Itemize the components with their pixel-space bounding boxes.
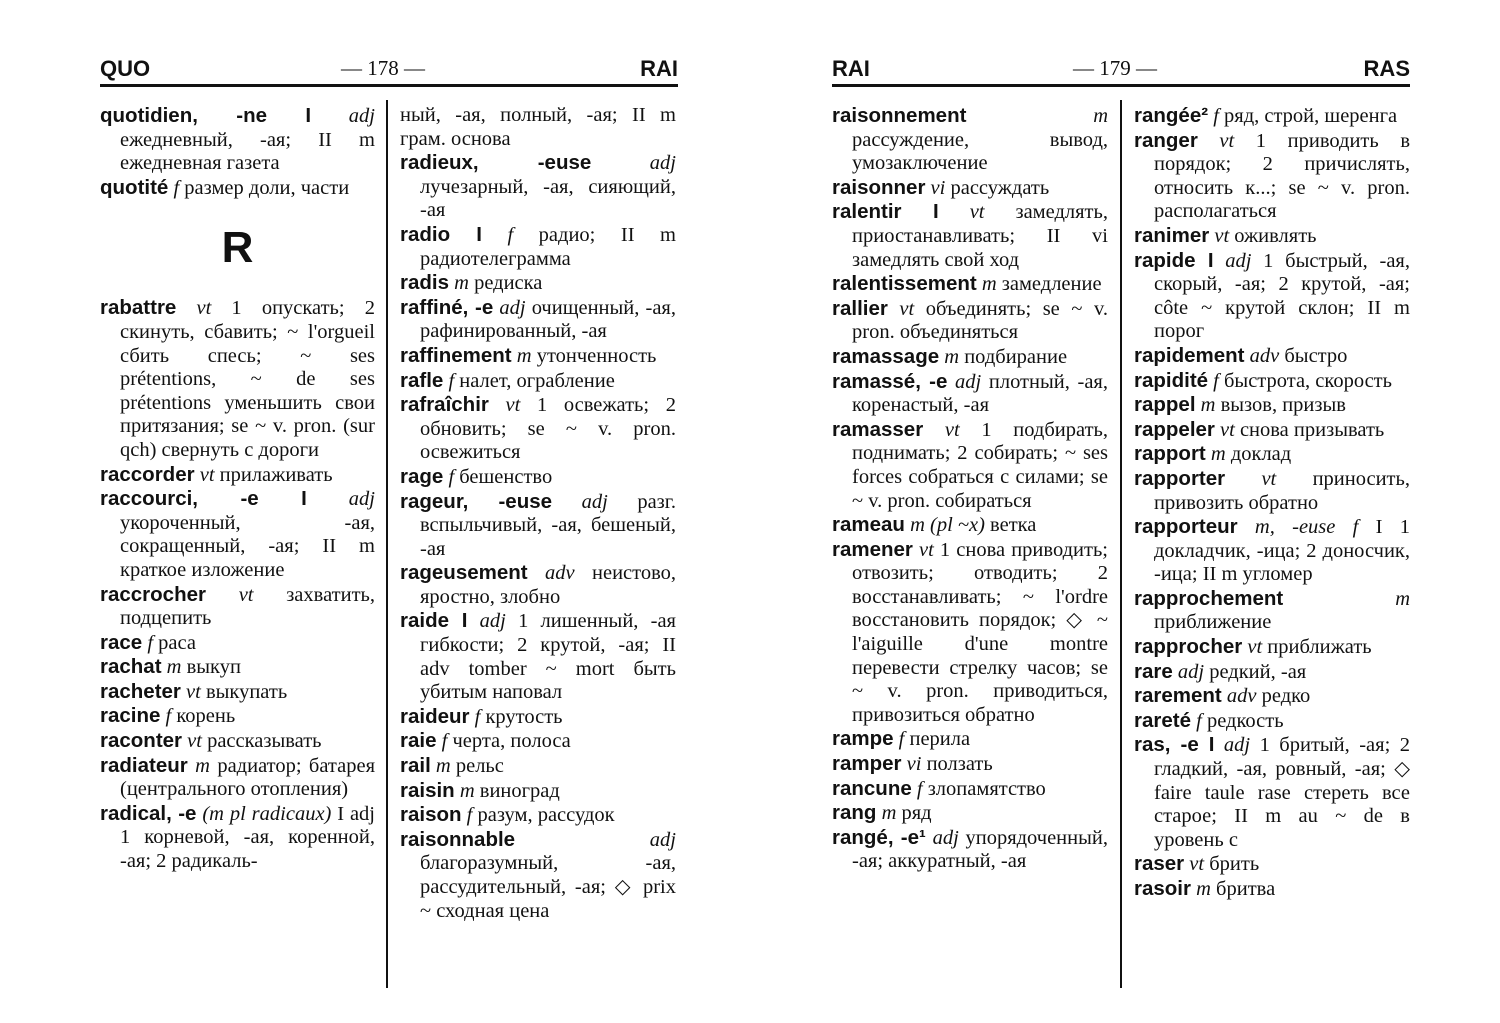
entry-definition: 1 приводить в порядок; 2 причислять, относить к...; se ~ v. pron. располагаться: [1154, 129, 1411, 223]
entry-headword: ranimer: [1134, 223, 1210, 247]
entry-headword: racine: [100, 704, 161, 728]
entry-headword: raisin: [400, 778, 455, 802]
dictionary-entry: [832, 272, 1108, 297]
dictionary-entry: [1134, 733, 1410, 852]
column-2: [400, 104, 676, 923]
dictionary-entry: [1134, 852, 1410, 877]
entry-grammar: m: [1205, 443, 1226, 466]
entry-definition: объединять; se ~ v. pron. объединяться: [852, 297, 1108, 344]
entry-headword: rafraîchir: [400, 393, 489, 417]
entry-grammar: vt: [180, 680, 201, 703]
entry-headword: raideur: [400, 704, 470, 728]
entry-headword: ramasser: [832, 417, 924, 441]
dictionary-entry: [100, 754, 375, 802]
dictionary-entry: [400, 296, 676, 344]
dictionary-entry: [100, 487, 375, 582]
entry-grammar: vt: [923, 418, 960, 441]
dictionary-entry: [1134, 515, 1410, 587]
entry-definition: приближение: [1154, 611, 1272, 634]
entry-definition: захватить, подцепить: [120, 583, 375, 630]
entry-grammar: f: [1208, 369, 1219, 392]
entry-definition: радио; II m радиотелеграмма: [420, 223, 677, 270]
entry-grammar: adj: [306, 488, 375, 511]
entry-headword: rageusement: [400, 561, 528, 585]
dictionary-entry: [1134, 877, 1410, 902]
entry-definition: черта, полоса: [447, 730, 571, 753]
header-guide-word-last: RAI: [640, 56, 678, 81]
entry-headword: raisonner: [832, 175, 926, 199]
entry-headword: raconter: [100, 729, 183, 753]
dictionary-entry: [832, 104, 1108, 176]
entry-grammar: m: [161, 656, 182, 679]
dictionary-entry: [400, 151, 676, 223]
entry-headword: ras, -e I: [1134, 733, 1215, 757]
entry-definition: 1 подбирать, поднимать; 2 собирать; ~ ses forces собраться с силами; se ~ v. pron. собираться: [852, 418, 1109, 512]
dictionary-entry: [400, 223, 676, 271]
entry-definition: ряд: [896, 802, 932, 825]
entry-headword: raccrocher: [100, 582, 206, 606]
entry-grammar: vt: [1209, 224, 1230, 247]
dictionary-entry: [832, 513, 1108, 538]
dictionary-entry: [1134, 587, 1410, 635]
entry-headword: rapidité: [1134, 368, 1209, 392]
entry-definition: редиска: [468, 272, 543, 295]
entry-definition: злопамятство: [922, 777, 1046, 800]
entry-grammar: m: [1190, 878, 1211, 900]
dictionary-entry: [832, 418, 1108, 513]
entry-definition: 1 опускать; 2 скинуть, сбавить; ~ l'orgueil сбить спесь; ~ ses prétentions, ~ de ses prétentions уменьшить свои притязания; se ~ v. pron. (sur qch) свернуть с дороги: [120, 297, 375, 461]
entry-definition: выкупать: [200, 680, 288, 703]
dictionary-entry: [1134, 635, 1410, 660]
entry-definition: разум, рассудок: [472, 804, 615, 827]
dictionary-entry: [1134, 393, 1410, 418]
entry-definition: рельс: [450, 755, 504, 778]
entry-headword: rameau: [832, 513, 905, 537]
entry-definition: разг. вспыльчивый, -ая, бешеный, -ая: [420, 490, 676, 560]
entry-grammar: adv: [1244, 344, 1280, 367]
entry-grammar: f: [1191, 709, 1202, 732]
entry-definition: вызов, призыв: [1215, 394, 1346, 417]
entry-grammar: m: [939, 345, 960, 368]
entry-headword: rareté: [1134, 708, 1191, 732]
dictionary-entry: [1134, 442, 1410, 467]
entry-headword: rangée²: [1134, 104, 1209, 127]
entry-grammar: m: [454, 779, 475, 802]
entry-definition: быстро: [1279, 344, 1348, 367]
dictionary-entry: [100, 583, 375, 631]
dictionary-entry: [832, 727, 1108, 752]
entry-headword: rarement: [1134, 684, 1222, 708]
right-page: [750, 0, 1500, 1023]
entry-grammar: adv: [527, 562, 575, 585]
entry-grammar: vi: [925, 176, 946, 199]
dictionary-entry: [1134, 344, 1410, 369]
entry-definition: неистово, яростно, злобно: [420, 562, 676, 608]
entry-definition: 1 лишенный, -ая гибкости; 2 крутой, -ая; II adv tomber ~ mort быть убитым наповал: [420, 610, 676, 704]
entry-grammar: m: [1283, 587, 1410, 610]
entry-headword: ramassage: [832, 344, 940, 368]
entry-headword: ramener: [832, 537, 913, 561]
column-1: [832, 104, 1108, 874]
entry-continuation: ный, -ая, полный, -ая; II m грам. основа: [400, 104, 676, 150]
entry-grammar: adj: [947, 370, 982, 393]
entry-definition: брить: [1204, 853, 1260, 876]
entry-grammar: f: [481, 223, 514, 246]
entry-definition: очищенный, -ая, рафинированный, -ая: [420, 296, 676, 343]
header-rule: [832, 84, 1410, 87]
column-2: [1134, 104, 1410, 902]
entry-definition: плотный, -ая, коренастый, -ая: [852, 370, 1108, 417]
entry-grammar: vt: [912, 538, 934, 561]
entry-grammar: f: [443, 369, 455, 392]
dictionary-entry: [400, 490, 676, 562]
entry-grammar: adj: [552, 490, 608, 513]
entry-headword: raide I: [400, 609, 468, 633]
entry-definition: быстрота, скорость: [1218, 369, 1392, 392]
dictionary-entry: [100, 655, 375, 680]
header-guide-word-last: RAS: [1363, 56, 1410, 81]
entry-grammar: f: [168, 176, 180, 199]
entry-definition: выкуп: [181, 656, 241, 679]
entry-headword: raser: [1134, 852, 1185, 876]
dictionary-entry: [1134, 660, 1410, 685]
header-rule: [100, 84, 678, 87]
entry-definition: ветка: [984, 514, 1037, 537]
entry-definition: ползать: [921, 753, 993, 776]
dictionary-entry: [832, 370, 1108, 418]
entry-headword: ranger: [1134, 128, 1198, 152]
entry-headword: rallier: [832, 296, 888, 320]
dictionary-entry: [1134, 129, 1410, 224]
entry-headword: quotité: [100, 175, 169, 199]
dictionary-entry: [400, 609, 676, 704]
entry-headword: rampe: [832, 727, 894, 751]
dictionary-entry: [100, 680, 375, 705]
column-1: [100, 104, 375, 874]
running-header-right: [832, 52, 1410, 84]
entry-definition: 1 бритый, -ая; 2 гладкий, -ая, ровный, -ая; ◇ faire taule rase стереть все старое; II m au ~ de в уровень с: [1154, 734, 1410, 851]
entry-headword: raie: [400, 729, 437, 753]
entry-grammar: vt: [194, 463, 215, 486]
entry-headword: rapprochement: [1134, 586, 1284, 610]
entry-headword: raccorder: [100, 462, 195, 486]
dictionary-entry: [1134, 104, 1410, 129]
entry-definition: приносить, привозить обратно: [1154, 467, 1410, 514]
dictionary-entry: [1134, 684, 1410, 709]
entry-headword: rasoir: [1134, 877, 1191, 900]
entry-grammar: adj: [1172, 660, 1205, 683]
entry-definition: ряд, строй, шеренга: [1218, 105, 1398, 127]
entry-headword: rancune: [832, 776, 912, 800]
dictionary-entry: [400, 561, 676, 609]
dictionary-entry: [400, 393, 676, 465]
header-guide-word-first: RAI: [832, 56, 870, 81]
entry-grammar: f: [436, 730, 448, 753]
entry-headword: rail: [400, 754, 431, 778]
entry-headword: raffiné, -e: [400, 295, 494, 319]
entry-grammar: f: [911, 777, 923, 800]
dictionary-entry: [1134, 418, 1410, 443]
dictionary-entry: [832, 345, 1108, 370]
entry-headword: raisonnement: [832, 104, 967, 127]
entry-headword: rapport: [1134, 442, 1206, 466]
entry-headword: rappeler: [1134, 417, 1215, 441]
dictionary-entry: [832, 801, 1108, 826]
entry-grammar: vt: [205, 583, 254, 606]
entry-headword: radieux, -euse: [400, 151, 592, 175]
dictionary-entry: [832, 176, 1108, 201]
entry-headword: raison: [400, 803, 462, 827]
entry-grammar: m (pl ~x): [904, 514, 985, 537]
entry-headword: radical, -e: [100, 801, 197, 825]
entry-definition: виноград: [474, 779, 560, 802]
entry-grammar: m, -euse f: [1237, 516, 1359, 539]
entry-grammar: adj: [467, 610, 506, 633]
entry-definition: благоразумный, -ая, рассудительный, -ая; ◇ prix ~ сходная цена: [420, 852, 676, 922]
entry-grammar: adj: [311, 105, 376, 127]
entry-definition: оживлять: [1229, 224, 1317, 247]
dictionary-entry: [100, 176, 375, 201]
entry-grammar: adj: [591, 152, 676, 175]
entry-grammar: m: [430, 755, 451, 778]
entry-headword: rapidement: [1134, 343, 1245, 367]
entry-grammar: f: [142, 631, 154, 654]
entry-headword: rapporter: [1134, 466, 1226, 490]
dictionary-entry: [100, 802, 375, 874]
entry-headword: ramassé, -e: [832, 369, 948, 393]
entry-grammar: adv: [1221, 685, 1257, 708]
dictionary-entry: [1134, 467, 1410, 515]
entry-definition: укороченный, -ая, сокращенный, -ая; II m краткое изложение: [120, 511, 375, 581]
entry-headword: race: [100, 630, 143, 654]
entry-grammar: adj: [1213, 249, 1252, 272]
entry-definition: редко: [1256, 685, 1311, 708]
entry-grammar: adj: [515, 828, 676, 851]
entry-grammar: m: [1195, 394, 1216, 417]
entry-grammar: vt: [887, 297, 915, 320]
entry-grammar: vt: [488, 394, 521, 417]
dictionary-entry: [832, 297, 1108, 345]
entry-headword: rachat: [100, 655, 162, 679]
entry-headword: rangé, -e¹: [832, 825, 926, 849]
section-letter: R: [221, 223, 254, 273]
page-number: — 178 —: [341, 56, 425, 80]
dictionary-entry: [832, 200, 1108, 272]
entry-headword: racheter: [100, 679, 181, 703]
entry-headword: rappel: [1134, 393, 1196, 417]
entry-grammar: vt: [1214, 418, 1235, 441]
entry-definition: радиатор; батарея (центрального отопления): [120, 754, 375, 801]
entry-grammar: m: [876, 802, 897, 825]
column-divider: [386, 100, 388, 988]
dictionary-entry: [100, 704, 375, 729]
dictionary-entry: [400, 828, 676, 923]
entry-grammar: vt: [1242, 636, 1263, 659]
entry-definition: I 1 докладчик, -ица; 2 доносчик, -ица; II m угломер: [1154, 516, 1410, 586]
column-divider: [1120, 100, 1122, 988]
entry-definition: утонченность: [531, 344, 657, 367]
entry-grammar: (m pl radicaux): [196, 802, 332, 825]
entry-definition: бешенство: [454, 465, 553, 488]
dictionary-entry: [400, 705, 676, 730]
entry-definition: раса: [153, 631, 196, 654]
entry-grammar: m: [187, 754, 210, 777]
dictionary-entry: [1134, 249, 1410, 344]
dictionary-entry: [400, 803, 676, 828]
dictionary-entry: [1134, 709, 1410, 734]
entry-headword: ralentir I: [832, 200, 939, 224]
dictionary-entry: [1134, 224, 1410, 249]
entry-definition: рассуждать: [945, 176, 1050, 199]
entry-grammar: m: [449, 272, 469, 295]
entry-definition: крутость: [480, 705, 563, 728]
dictionary-entry: [1134, 369, 1410, 394]
dictionary-entry: [832, 752, 1108, 777]
dictionary-entry: [100, 104, 375, 176]
entry-definition: 1 освежать; 2 обновить; se ~ v. pron. освежиться: [420, 394, 676, 464]
entry-headword: rabattre: [100, 296, 177, 320]
dictionary-entry: [100, 463, 375, 488]
entry-definition: размер доли, части: [179, 176, 350, 199]
entry-grammar: vt: [1184, 853, 1205, 876]
entry-definition: упорядоченный, -ая; аккуратный, -ая: [852, 826, 1108, 873]
entry-grammar: m: [511, 344, 532, 367]
entry-grammar: f: [160, 705, 172, 728]
entry-headword: ramper: [832, 752, 902, 776]
entry-headword: raccourci, -e I: [100, 487, 307, 511]
entry-definition: перила: [904, 728, 971, 751]
dictionary-entry: [400, 779, 676, 804]
entry-headword: rapprocher: [1134, 635, 1243, 659]
dictionary-entry: [100, 296, 375, 462]
dictionary-entry: [400, 344, 676, 369]
entry-grammar: vt: [182, 730, 202, 753]
entry-grammar: f: [469, 705, 481, 728]
entry-grammar: vi: [901, 753, 922, 776]
entry-definition: ежедневный, -ая; II m ежедневная газета: [120, 128, 375, 175]
entry-headword: rapide I: [1134, 248, 1214, 272]
entry-definition: доклад: [1225, 443, 1292, 466]
entry-grammar: vt: [1225, 467, 1277, 490]
running-header-left: [100, 52, 678, 84]
entry-headword: rare: [1134, 659, 1173, 683]
entry-definition: подбирание: [959, 345, 1068, 368]
dictionary-entry: [832, 777, 1108, 802]
entry-headword: ralentissement: [832, 272, 977, 296]
dictionary-entry: [400, 465, 676, 490]
entry-grammar: adj: [925, 826, 959, 849]
entry-grammar: vt: [176, 297, 212, 320]
entry-headword: rafle: [400, 368, 444, 392]
entry-definition: прилаживать: [214, 463, 333, 486]
entry-definition: замедлять, приостанавливать; II vi замедлять свой ход: [852, 201, 1108, 271]
dictionary-entry: [400, 369, 676, 394]
entry-grammar: f: [1208, 105, 1219, 127]
entry-headword: radis: [400, 271, 449, 295]
entry-headword: raisonnable: [400, 827, 516, 851]
entry-headword: raffinement: [400, 343, 512, 367]
dictionary-entry: [100, 729, 375, 754]
entry-definition: редкий, -ая: [1204, 660, 1307, 683]
entry-definition: налет, ограбление: [454, 369, 615, 392]
entry-definition: лучезарный, -ая, сияющий, -ая: [420, 175, 676, 222]
entry-grammar: f: [443, 465, 455, 488]
entry-definition: рассуждение, вывод, умозаключение: [852, 128, 1108, 175]
dictionary-entry: [400, 729, 676, 754]
entry-grammar: adj: [1214, 734, 1251, 757]
entry-definition: бритва: [1210, 878, 1276, 900]
entry-headword: radio I: [400, 222, 482, 246]
entry-headword: rang: [832, 801, 877, 825]
dictionary-entry: [400, 754, 676, 779]
entry-definition: снова призывать: [1234, 418, 1385, 441]
dictionary-entry: [100, 631, 375, 656]
entry-grammar: f: [893, 728, 905, 751]
entry-definition: I adj 1 корневой, -ая, коренной, -ая; 2 радикаль-: [120, 802, 375, 873]
entry-grammar: m: [966, 105, 1108, 127]
entry-headword: radiateur: [100, 753, 188, 777]
entry-grammar: f: [461, 804, 473, 827]
dictionary-entry: [400, 271, 676, 296]
entry-grammar: adj: [493, 296, 526, 319]
entry-grammar: m: [976, 273, 997, 296]
dictionary-entry: [832, 538, 1108, 728]
page-number: — 179 —: [1073, 56, 1157, 80]
entry-definition: корень: [171, 705, 236, 728]
entry-grammar: vt: [1197, 129, 1235, 152]
entry-headword: quotidien, -ne I: [100, 104, 312, 127]
entry-headword: rageur, -euse: [400, 489, 553, 513]
entry-grammar: vt: [938, 201, 985, 224]
header-guide-word-first: QUO: [100, 56, 151, 81]
dictionary-entry: [832, 826, 1108, 874]
entry-definition: 1 снова приводить; отвозить; отводить; 2 восстанавливать; ~ l'ordre восстановить порядок; ◇ ~ l'aiguille d'une montre перевести стрелку часов; se ~ v. pron. приводиться, привозиться обратно: [852, 538, 1109, 726]
entry-definition: приближать: [1262, 636, 1372, 659]
entry-definition: редкость: [1201, 709, 1284, 732]
entry-headword: rage: [400, 464, 444, 488]
entry-headword: rapporteur: [1134, 515, 1238, 539]
entry-definition: замедление: [996, 273, 1102, 296]
entry-definition: рассказывать: [201, 730, 322, 753]
entry-definition: 1 быстрый, -ая, скорый, -ая; 2 крутой, -ая; côte ~ крутой склон; II m порог: [1154, 249, 1410, 343]
